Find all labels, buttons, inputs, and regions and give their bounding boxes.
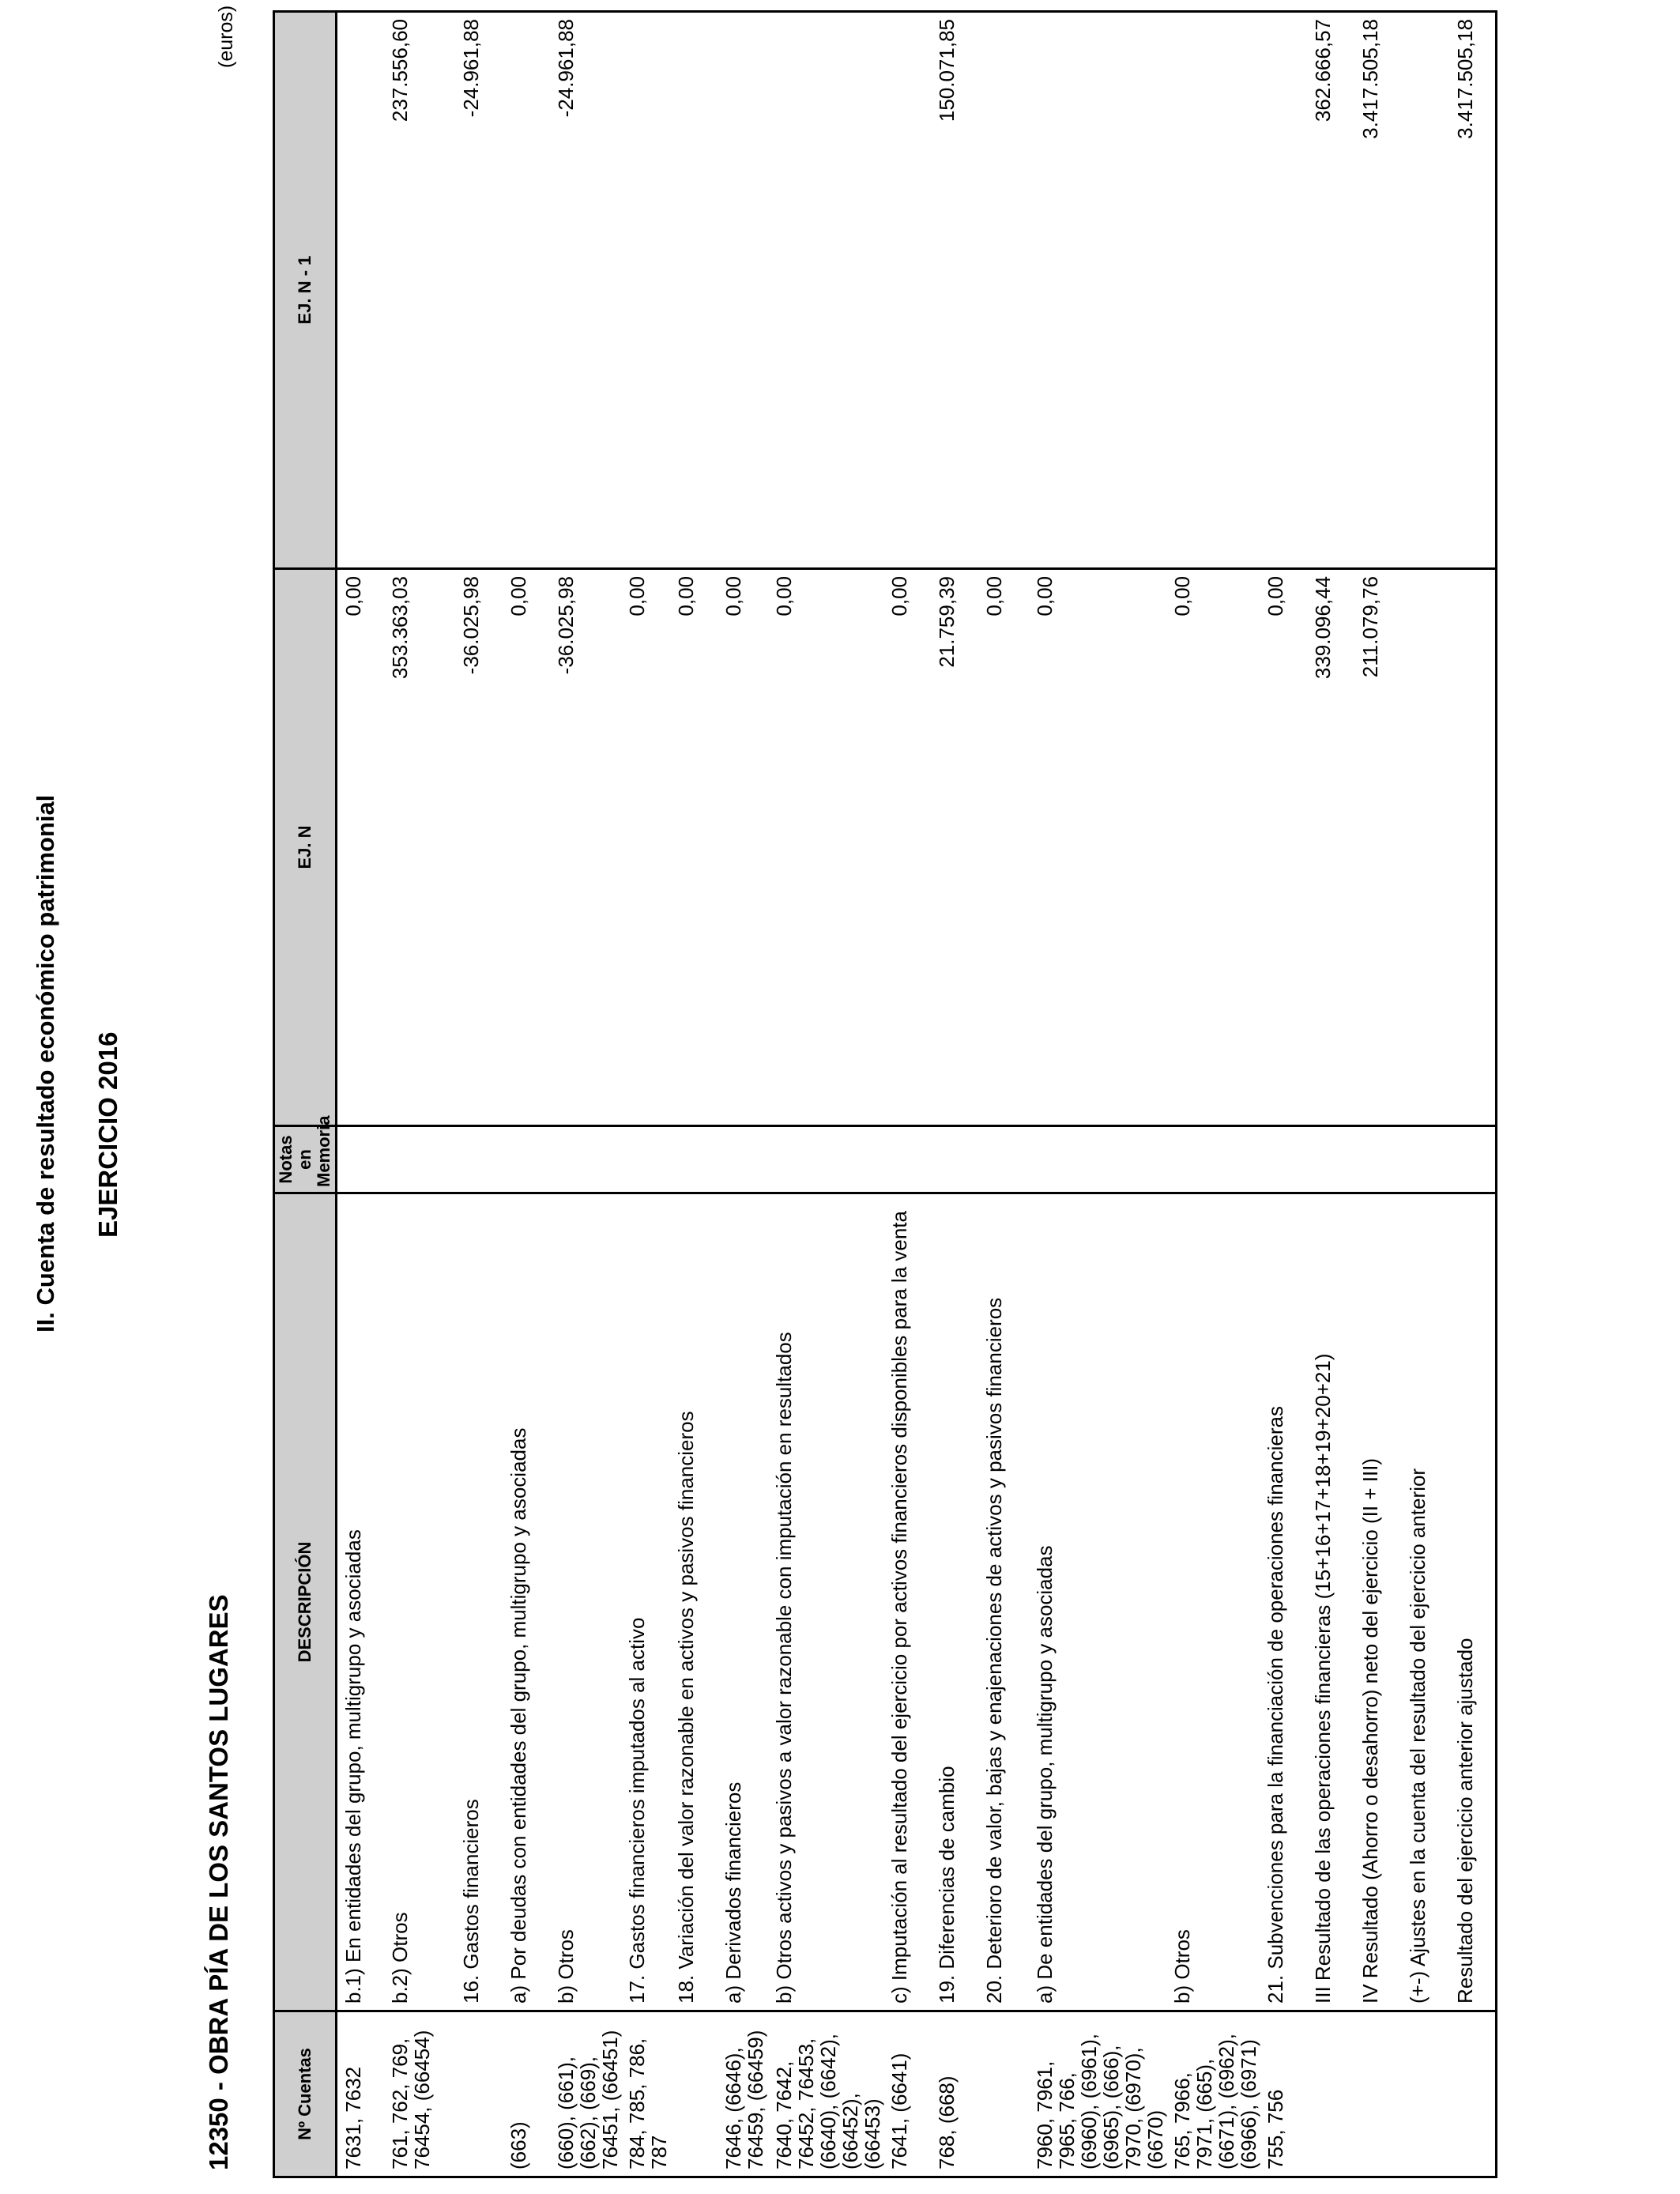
notes-cell xyxy=(883,1126,931,1193)
accounts-cell: 7646, (6646), 76459, (66459) xyxy=(718,2011,768,2177)
description-cell: (+-) Ajustes en la cuenta del resultado del ejercicio anterior xyxy=(1402,1193,1449,2011)
table-row xyxy=(1260,12,1307,2177)
table-row xyxy=(1402,12,1449,2177)
previous-year-value: -24.961,88 xyxy=(455,12,503,569)
current-year-value: 339.096,44 xyxy=(1307,569,1354,1126)
accounts-cell: 7640, 7642, 76452, 76453, (6640), (6642), (66452), (66453) xyxy=(768,2011,883,2177)
description-cell: b.1) En entidades del grupo, multigrupo y asociadas xyxy=(337,1193,384,2011)
exercise-title: EJERCICIO 2016 xyxy=(93,1031,122,1238)
description-cell: Resultado del ejercicio anterior ajustado xyxy=(1449,1193,1497,2011)
accounts-cell: 761, 762, 769, 76454, (66454) xyxy=(384,2011,455,2177)
previous-year-value xyxy=(718,12,768,569)
previous-year-value: -24.961,88 xyxy=(550,12,621,569)
accounts-cell: 768, (668) xyxy=(931,2011,978,2177)
unit-label: (euros) xyxy=(215,5,237,68)
table-row xyxy=(768,12,883,2177)
header-accounts: Nº Cuentas xyxy=(274,2011,337,2177)
notes-cell xyxy=(1354,1126,1402,1193)
previous-year-value xyxy=(883,12,931,569)
table-row xyxy=(337,12,384,2177)
current-year-value: 0,00 xyxy=(978,569,1029,1126)
current-year-value: 0,00 xyxy=(1029,569,1166,1126)
accounts-cell: 765, 7966, 7971, (665), (6671), (6962), (6966), (6971) xyxy=(1166,2011,1260,2177)
current-year-value: 0,00 xyxy=(670,569,718,1126)
previous-year-value xyxy=(1166,12,1260,569)
current-year-value: 0,00 xyxy=(883,569,931,1126)
description-cell: b.2) Otros xyxy=(384,1193,455,2011)
notes-cell xyxy=(670,1126,718,1193)
notes-cell xyxy=(1402,1126,1449,1193)
previous-year-value: 3.417.505,18 xyxy=(1354,12,1402,569)
notes-cell xyxy=(1260,1126,1307,1193)
description-cell: c) Imputación al resultado del ejercicio por activos financieros disponibles para la venta xyxy=(883,1193,931,2011)
description-cell: a) De entidades del grupo, multigrupo y asociadas xyxy=(1029,1193,1166,2011)
table-row xyxy=(931,12,978,2177)
description-cell: 20. Deterioro de valor, bajas y enajenaciones de activos y pasivos financieros xyxy=(978,1193,1029,2011)
notes-cell xyxy=(1166,1126,1260,1193)
description-cell: 18. Variación del valor razonable en activos y pasivos financieros xyxy=(670,1193,718,2011)
current-year-value: 353.363,03 xyxy=(384,569,455,1126)
notes-cell xyxy=(1029,1126,1166,1193)
table-body xyxy=(337,12,1497,2177)
description-cell: IV Resultado (Ahorro o desahorro) neto del ejercicio (II + III) xyxy=(1354,1193,1402,2011)
accounts-cell xyxy=(1307,2011,1354,2177)
table-row xyxy=(1354,12,1402,2177)
accounts-cell xyxy=(1449,2011,1497,2177)
current-year-value xyxy=(1402,569,1449,1126)
table-header-row xyxy=(274,12,337,2177)
table-row xyxy=(550,12,621,2177)
current-year-value: 21.759,39 xyxy=(931,569,978,1126)
notes-cell xyxy=(337,1126,384,1193)
notes-cell xyxy=(550,1126,621,1193)
previous-year-value xyxy=(621,12,670,569)
table-row xyxy=(384,12,455,2177)
description-cell: a) Derivados financieros xyxy=(718,1193,768,2011)
accounts-cell: 755, 756 xyxy=(1260,2011,1307,2177)
header-previous-year: EJ. N - 1 xyxy=(274,12,337,569)
previous-year-value xyxy=(670,12,718,569)
notes-cell xyxy=(768,1126,883,1193)
description-cell: b) Otros xyxy=(550,1193,621,2011)
accounts-cell: 784, 785, 786, 787 xyxy=(621,2011,670,2177)
accounts-cell xyxy=(670,2011,718,2177)
accounts-cell: (663) xyxy=(503,2011,550,2177)
accounts-cell xyxy=(1354,2011,1402,2177)
description-cell: 21. Subvenciones para la financiación de operaciones financieras xyxy=(1260,1193,1307,2011)
table-row xyxy=(455,12,503,2177)
description-cell: b) Otros activos y pasivos a valor razonable con imputación en resultados xyxy=(768,1193,883,2011)
description-cell: b) Otros xyxy=(1166,1193,1260,2011)
accounts-cell: 7631, 7632 xyxy=(337,2011,384,2177)
table-row xyxy=(718,12,768,2177)
current-year-value: 0,00 xyxy=(1260,569,1307,1126)
header-notes: Notas en Memoria xyxy=(274,1126,337,1193)
notes-cell xyxy=(931,1126,978,1193)
current-year-value: 0,00 xyxy=(503,569,550,1126)
previous-year-value xyxy=(1402,12,1449,569)
description-cell: a) Por deudas con entidades del grupo, multigrupo y asociadas xyxy=(503,1193,550,2011)
table-row xyxy=(503,12,550,2177)
current-year-value xyxy=(1449,569,1497,1126)
previous-year-value xyxy=(503,12,550,569)
page-title: II. Cuenta de resultado económico patrimonial xyxy=(32,794,59,1333)
current-year-value: 0,00 xyxy=(621,569,670,1126)
current-year-value: 0,00 xyxy=(337,569,384,1126)
header-current-year: EJ. N xyxy=(274,569,337,1126)
accounts-cell: (660), (661), (662), (669), 76451, (66451) xyxy=(550,2011,621,2177)
previous-year-value: 150.071,85 xyxy=(931,12,978,569)
current-year-value: 0,00 xyxy=(1166,569,1260,1126)
previous-year-value xyxy=(1260,12,1307,569)
previous-year-value: 237.556,60 xyxy=(384,12,455,569)
previous-year-value xyxy=(1029,12,1166,569)
header-description: DESCRIPCIÓN xyxy=(274,1193,337,2011)
table-row xyxy=(1166,12,1260,2177)
accounts-cell: 7960, 7961, 7965, 766, (6960), (6961), (6965), (666), 7970, (6970), (6670) xyxy=(1029,2011,1166,2177)
table-row xyxy=(1029,12,1166,2177)
description-cell: III Resultado de las operaciones financieras (15+16+17+18+19+20+21) xyxy=(1307,1193,1354,2011)
table-row xyxy=(883,12,931,2177)
entity-title: 12350 - OBRA PÍA DE LOS SANTOS LUGARES xyxy=(204,1594,233,2170)
description-cell: 16. Gastos financieros xyxy=(455,1193,503,2011)
previous-year-value: 3.417.505,18 xyxy=(1449,12,1497,569)
table-row xyxy=(978,12,1029,2177)
notes-cell xyxy=(1307,1126,1354,1193)
notes-cell xyxy=(1449,1126,1497,1193)
current-year-value: 0,00 xyxy=(718,569,768,1126)
current-year-value: 211.079,76 xyxy=(1354,569,1402,1126)
previous-year-value xyxy=(337,12,384,569)
current-year-value: 0,00 xyxy=(768,569,883,1126)
table-row xyxy=(1449,12,1497,2177)
notes-cell xyxy=(384,1126,455,1193)
notes-cell xyxy=(503,1126,550,1193)
previous-year-value xyxy=(978,12,1029,569)
accounts-cell xyxy=(978,2011,1029,2177)
accounts-cell xyxy=(455,2011,503,2177)
notes-cell xyxy=(621,1126,670,1193)
description-cell: 17. Gastos financieros imputados al activo xyxy=(621,1193,670,2011)
table-row xyxy=(670,12,718,2177)
notes-cell xyxy=(978,1126,1029,1193)
income-statement-table xyxy=(273,10,1497,2178)
notes-cell xyxy=(718,1126,768,1193)
table-row xyxy=(621,12,670,2177)
accounts-cell: 7641, (6641) xyxy=(883,2011,931,2177)
previous-year-value: 362.666,57 xyxy=(1307,12,1354,569)
notes-cell xyxy=(455,1126,503,1193)
current-year-value: -36.025,98 xyxy=(550,569,621,1126)
description-cell: 19. Diferencias de cambio xyxy=(931,1193,978,2011)
accounts-cell xyxy=(1402,2011,1449,2177)
table-row xyxy=(1307,12,1354,2177)
previous-year-value xyxy=(768,12,883,569)
current-year-value: -36.025,98 xyxy=(455,569,503,1126)
